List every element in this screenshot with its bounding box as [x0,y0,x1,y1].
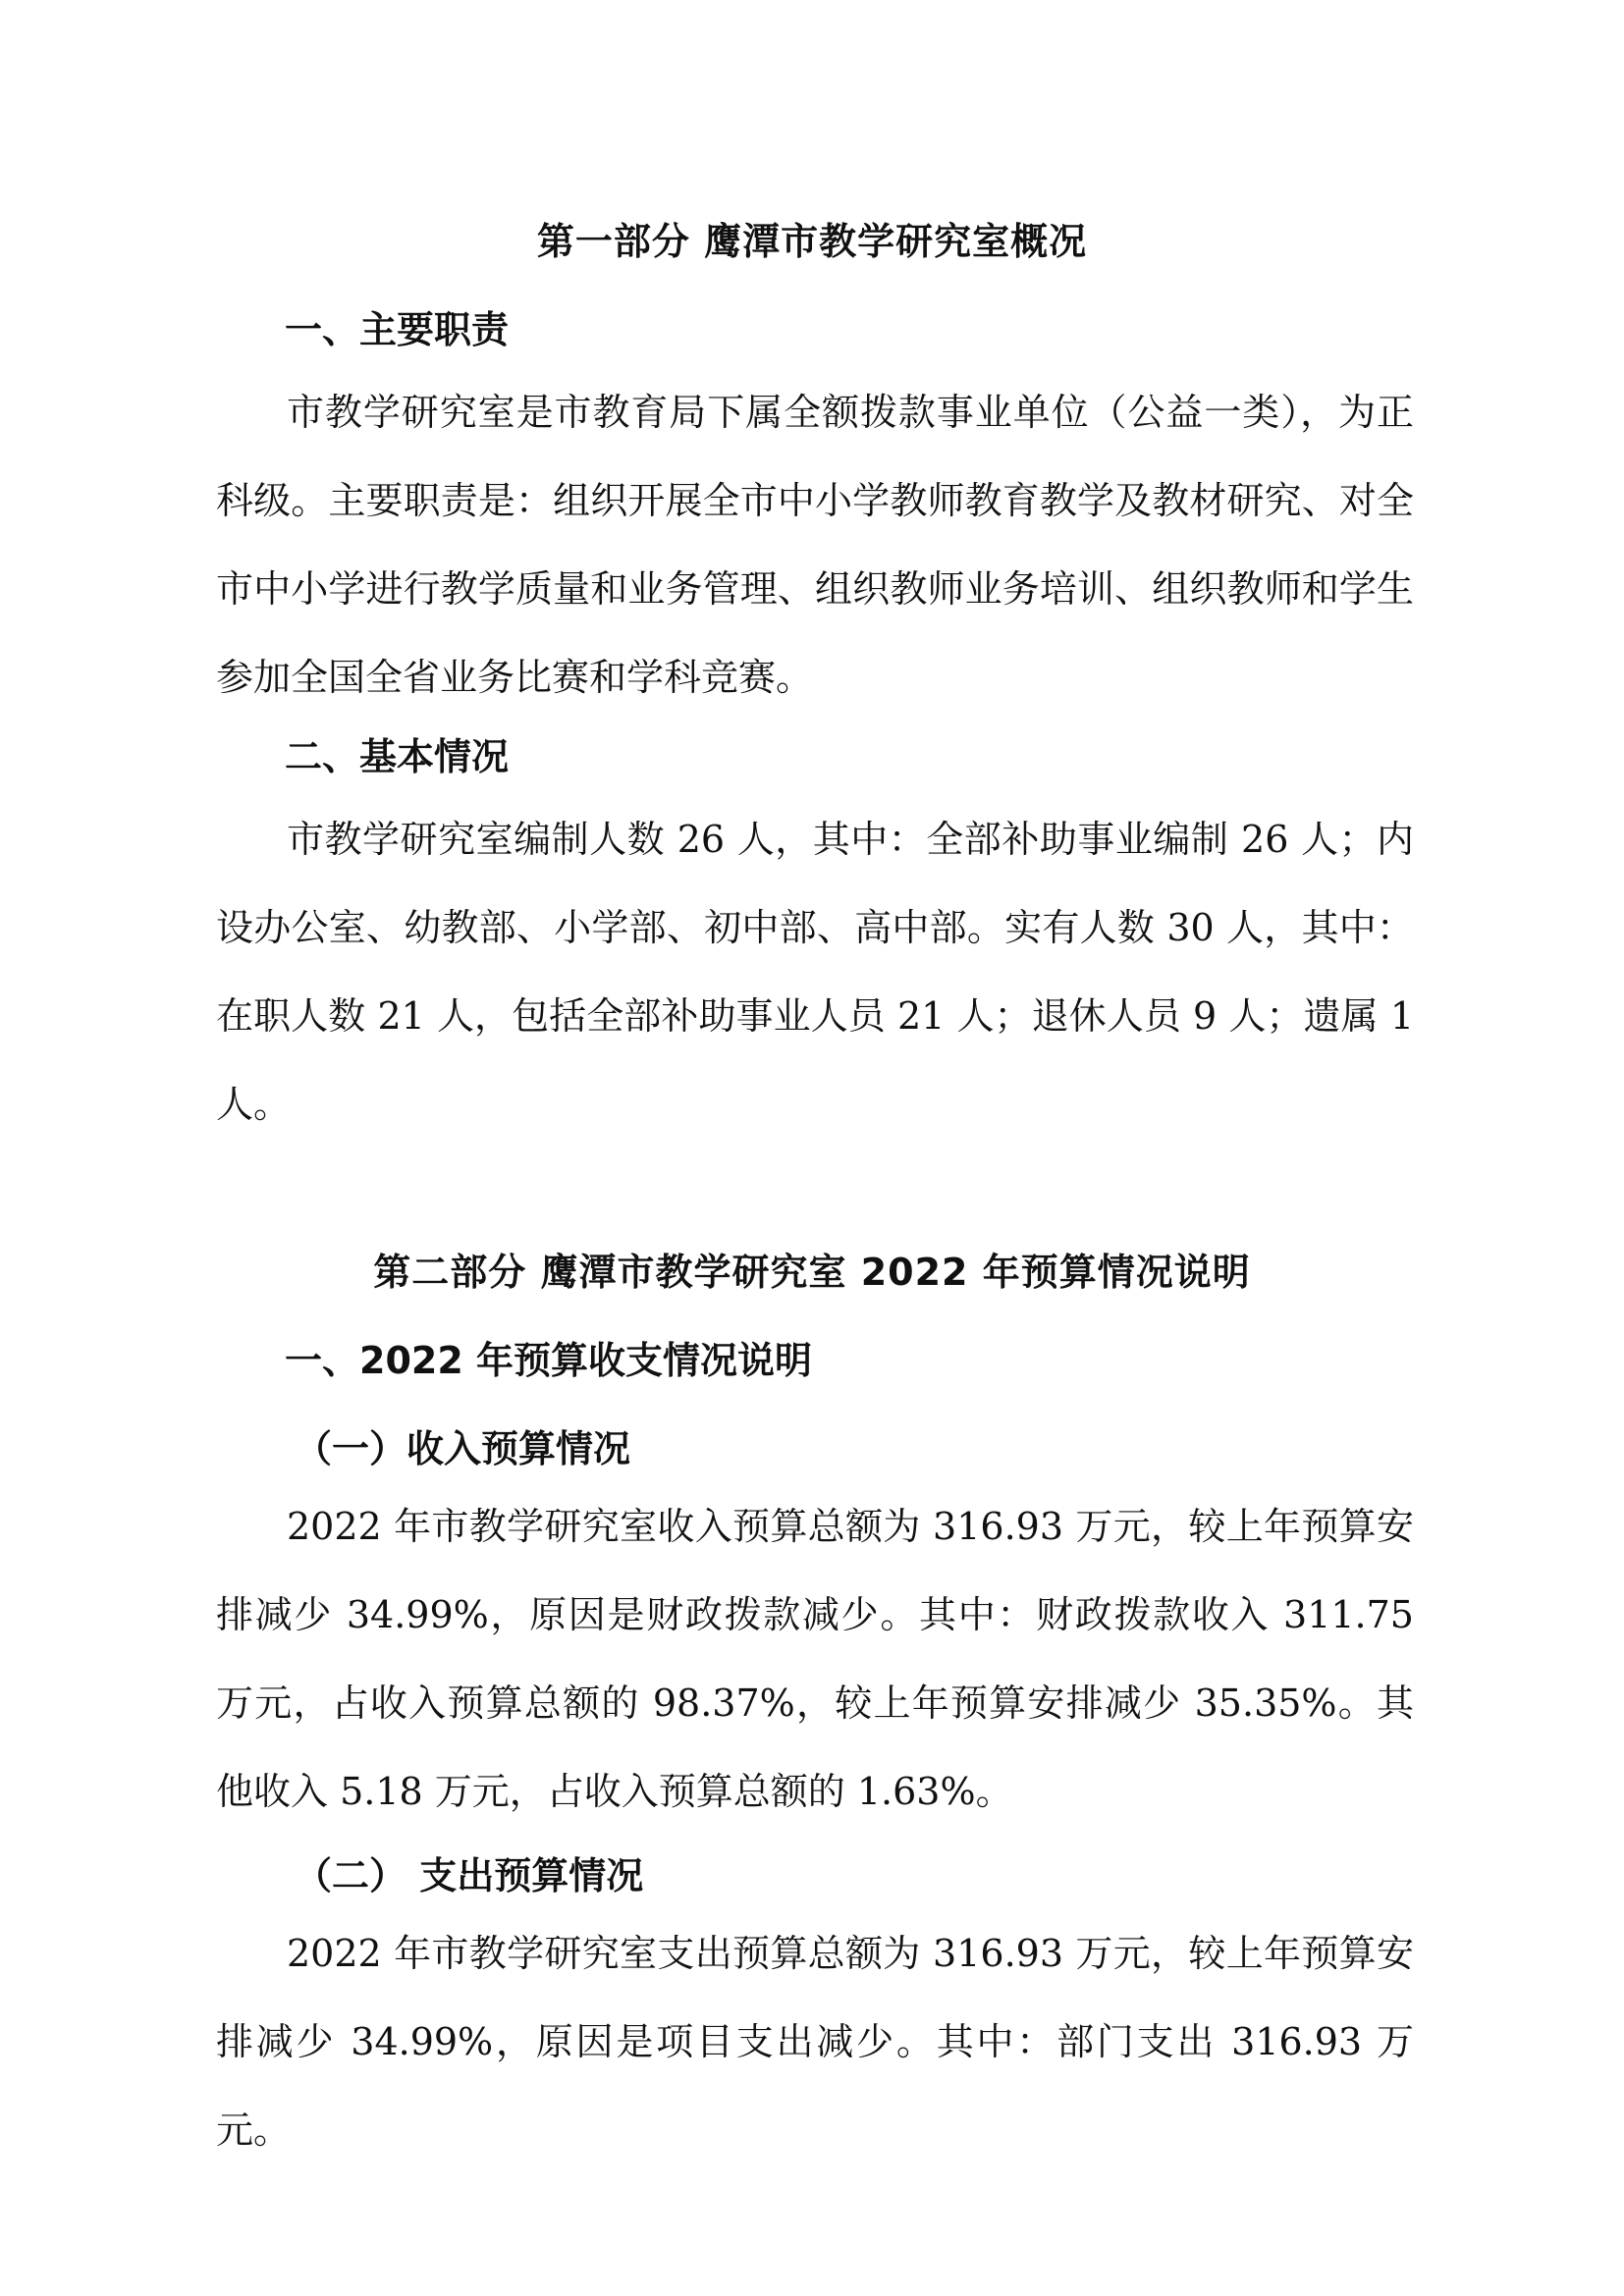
subsection-heading-expenditure: （二） 支出预算情况 [295,1854,644,1897]
part1-title: 第一部分 鹰潭市教学研究室概况 [536,220,1088,263]
section-heading-duties: 一、主要职责 [285,308,510,351]
part2-title: 第二部分 鹰潭市教学研究室 2022 年预算情况说明 [373,1251,1251,1294]
paragraph-duties: 市教学研究室是市教育局下属全额拨款事业单位（公益一类），为正科级。主要职责是：组织开展全市中小学教师教育教学及教材研究、对全市中小学进行教学质量和业务管理、组织教师业务培训、组织教师和学生参加全国全省业务比赛和学科竞赛。 [216,391,1414,699]
subsection-heading-income: （一）收入预算情况 [295,1427,631,1470]
paragraph-expenditure: 2022 年市教学研究室支出预算总额为 316.93 万元，较上年预算安排减少 34.99%，原因是项目支出减少。其中：部门支出 316.93 万元。 [216,1932,1414,2152]
paragraph-income: 2022 年市教学研究室收入预算总额为 316.93 万元，较上年预算安排减少 34.99%，原因是财政拨款减少。其中：财政拨款收入 311.75 万元，占收入预算总额的 98.37%，较上年预算安排减少 35.35%。其他收入 5.18 万元，占收入预算总额的 1.63%。 [216,1505,1414,1813]
section-heading-budget: 一、2022 年预算收支情况说明 [285,1339,812,1382]
section-heading-basic-info: 二、基本情况 [285,735,510,778]
paragraph-basic-info: 市教学研究室编制人数 26 人，其中：全部补助事业编制 26 人；内设办公室、幼教部、小学部、初中部、高中部。实有人数 30 人，其中：在职人数 21 人，包括全部补助事业人员 21 人；退休人员 9 人；遗属 1 人。 [216,818,1414,1126]
